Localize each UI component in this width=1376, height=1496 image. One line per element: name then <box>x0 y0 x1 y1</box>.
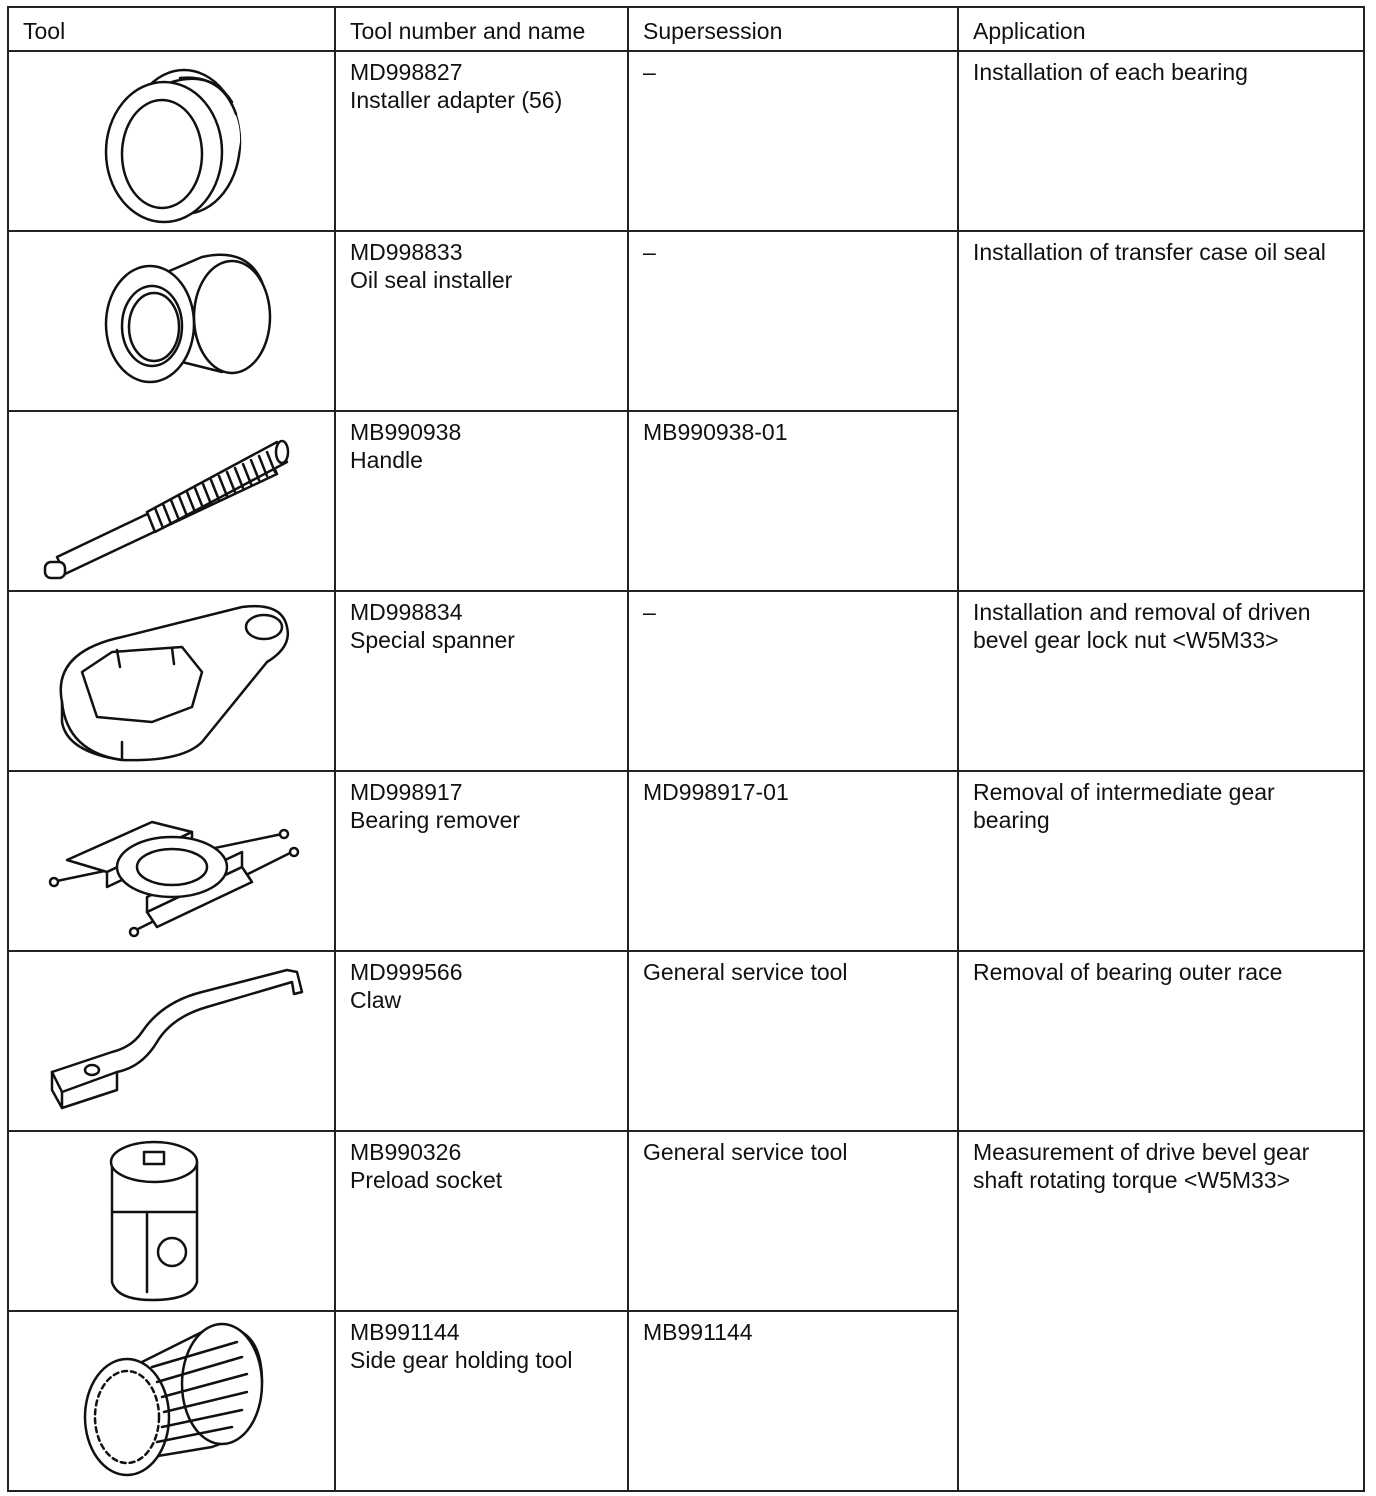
tool-number: MB990326 <box>350 1139 462 1165</box>
bearing-remover-icon <box>42 772 302 948</box>
preload-socket-icon <box>72 1132 272 1308</box>
tool-image-cell <box>8 1311 335 1491</box>
supersession-cell: MB990938-01 <box>628 411 958 591</box>
application-cell: Installation and removal of driven bevel gear lock nut <W5M33> <box>958 591 1364 771</box>
tool-number: MB990938 <box>350 419 462 445</box>
application-cell: Removal of intermediate gear bearing <box>958 771 1364 951</box>
installer-adapter-ring-icon <box>72 52 272 228</box>
application-cell: Installation of each bearing <box>958 51 1364 231</box>
application-cell: Installation of transfer case oil seal <box>958 231 1364 591</box>
tool-number-name-cell <box>335 1131 628 1311</box>
tool-number-name-cell <box>335 411 628 591</box>
table-row <box>8 591 1364 771</box>
table-header-row <box>8 7 1364 51</box>
tool-name: Special spanner <box>350 627 515 653</box>
table-row <box>8 771 1364 951</box>
table-row <box>8 951 1364 1131</box>
table-row <box>8 1131 1364 1311</box>
tool-image-cell <box>8 411 335 591</box>
tool-image-cell <box>8 951 335 1131</box>
tool-number-name-cell <box>335 591 628 771</box>
tool-number-name-cell <box>335 51 628 231</box>
supersession-cell: – <box>628 51 958 231</box>
tool-number: MD998827 <box>350 59 463 85</box>
tool-number-name-cell <box>335 951 628 1131</box>
application-cell: Removal of bearing outer race <box>958 951 1364 1131</box>
tool-image-cell <box>8 51 335 231</box>
oil-seal-installer-icon <box>72 232 272 408</box>
table-row <box>8 51 1364 231</box>
claw-icon <box>32 952 312 1128</box>
tool-image-cell <box>8 231 335 411</box>
tool-number: MD999566 <box>350 959 463 985</box>
header-tool-number-and-name: Tool number and name <box>335 7 628 51</box>
supersession-cell: General service tool <box>628 951 958 1131</box>
tool-name: Preload socket <box>350 1167 503 1193</box>
tool-name: Handle <box>350 447 423 473</box>
handle-rod-icon <box>37 412 307 588</box>
header-application: Application <box>958 7 1364 51</box>
tool-number: MD998833 <box>350 239 463 265</box>
tool-number: MD998834 <box>350 599 463 625</box>
supersession-cell: – <box>628 231 958 411</box>
tool-number: MB991144 <box>350 1319 460 1345</box>
special-spanner-icon <box>42 592 302 768</box>
supersession-cell: MD998917-01 <box>628 771 958 951</box>
tool-name: Oil seal installer <box>350 267 513 293</box>
tool-number-name-cell <box>335 1311 628 1491</box>
tool-number: MD998917 <box>350 779 463 805</box>
supersession-cell: MB991144 <box>628 1311 958 1491</box>
header-supersession: Supersession <box>628 7 958 51</box>
supersession-cell: – <box>628 591 958 771</box>
application-cell: Measurement of drive bevel gear shaft rotating torque <W5M33> <box>958 1131 1364 1491</box>
tool-image-cell <box>8 591 335 771</box>
supersession-cell: General service tool <box>628 1131 958 1311</box>
tool-name: Installer adapter (56) <box>350 87 563 113</box>
special-tools-table <box>7 6 1365 1492</box>
tool-name: Side gear holding tool <box>350 1347 573 1373</box>
tool-name: Claw <box>350 987 402 1013</box>
table-row <box>8 231 1364 411</box>
tool-image-cell <box>8 1131 335 1311</box>
side-gear-holding-tool-icon <box>62 1312 282 1488</box>
header-tool: Tool <box>8 7 335 51</box>
tool-number-name-cell <box>335 771 628 951</box>
tool-name: Bearing remover <box>350 807 521 833</box>
tool-image-cell <box>8 771 335 951</box>
tool-number-name-cell <box>335 231 628 411</box>
